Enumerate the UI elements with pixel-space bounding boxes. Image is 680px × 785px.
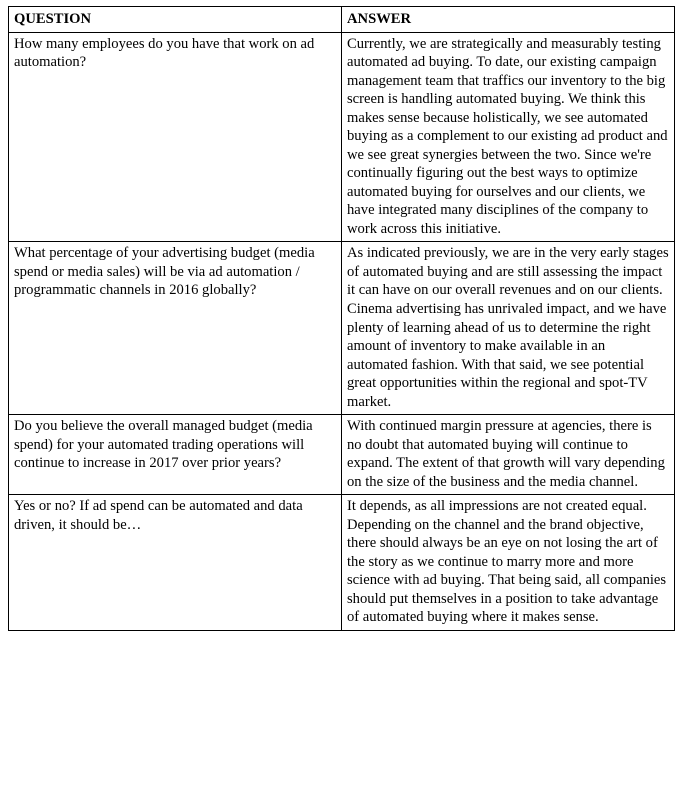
question-text: Do you believe the overall managed budget (media spend) for your automated trading operations will continue to increase in 2017 over prior years? <box>14 418 313 472</box>
table-row <box>9 242 675 415</box>
answer-cell <box>342 32 675 242</box>
table-header-row <box>9 7 675 33</box>
table-row <box>9 415 675 495</box>
question-cell <box>9 32 342 242</box>
qa-table <box>8 6 675 631</box>
answer-text: As indicated previously, we are in the very early stages of automated buying and are still assessing the impact it can have on our overall revenues and on our clients. Cinema advertising has unrivaled impact, and we have plenty of learning ahead of us to determine the right amount of inventory to make available in an automated fashion. With that said, we see potential great opportunities within the regional and spot-TV market. <box>347 245 669 410</box>
column-header-answer: ANSWER <box>342 7 675 33</box>
question-text: How many employees do you have that work on ad automation? <box>14 35 315 71</box>
table-row <box>9 495 675 631</box>
answer-cell <box>342 415 675 495</box>
answer-text: Currently, we are strategically and measurably testing automated ad buying. To date, our existing campaign management team that traffics our inventory to the big screen is handling automated buying. We think this makes sense because holistically, we see automated buying as a complement to our existing ad product and we see great synergies between the two. Since we're continually figuring out the best ways to optimize automated buying for ourselves and our clients, we have integrated many disciplines of the company to work across this initiative. <box>347 35 668 237</box>
question-text: What percentage of your advertising budget (media spend or media sales) will be via ad automation / programmatic channels in 2016 globally? <box>14 245 315 299</box>
table-row <box>9 32 675 242</box>
answer-text: It depends, as all impressions are not created equal. Depending on the channel and the brand objective, there should always be an eye on not losing the art of the story as we continue to marry more and more science with ad buying. That being said, all companies should put themselves in a position to take advantage of automated buying where it makes sense. <box>347 498 667 626</box>
question-cell <box>9 415 342 495</box>
answer-cell <box>342 242 675 415</box>
question-cell <box>9 242 342 415</box>
question-text: Yes or no? If ad spend can be automated and data driven, it should be… <box>14 498 303 533</box>
answer-text: With continued margin pressure at agencies, there is no doubt that automated buying will continue to expand. The extent of that growth will vary depending on the size of the business and the media channel. <box>347 418 665 490</box>
question-cell <box>9 495 342 631</box>
column-header-question: QUESTION <box>9 7 342 33</box>
answer-cell <box>342 495 675 631</box>
